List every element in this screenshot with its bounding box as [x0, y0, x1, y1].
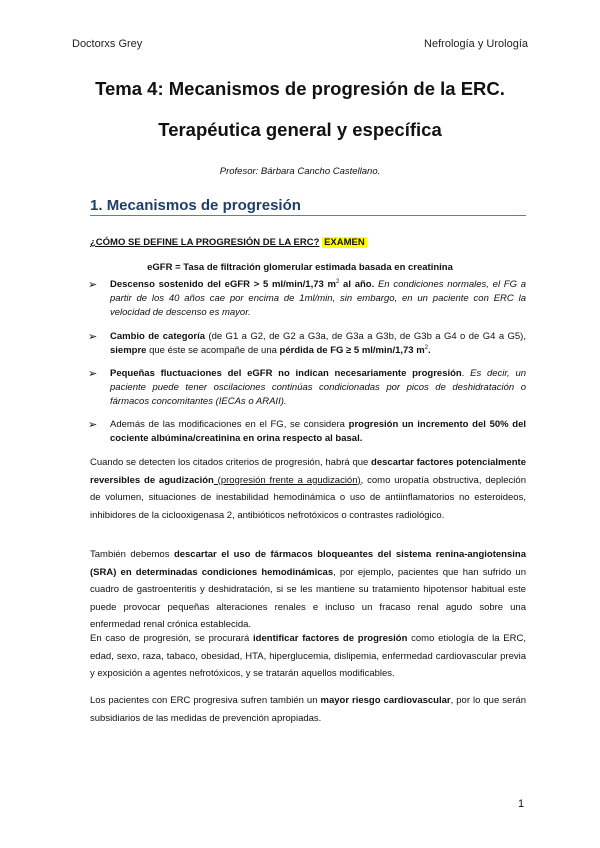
section-heading: [90, 197, 301, 214]
paragraph-reversible-factors: [90, 454, 526, 524]
page-number: 1: [518, 798, 525, 810]
paragraph-sra-drugs: [90, 546, 526, 634]
header-right: Nefrología y Urología: [424, 38, 528, 50]
bullet-bold: progresión un incremento del 50% del cociente albúmina/creatinina en orina respecto al basal.: [110, 419, 526, 444]
section-number: 1.: [90, 197, 103, 214]
paragraph-text: Cuando se detecten los citados criterios de progresión, habrá que: [90, 457, 369, 468]
paragraph-text: como etiología de la ERC, edad, sexo, raza, tabaco, obesidad, HTA, hiperglucemia, dislipemia, enfermedad cardiovascular previa y exposición a agentes nefrotóxicos, y se tratarán aquellos modificables.: [90, 633, 526, 679]
exam-highlight-tag: EXAMEN: [324, 237, 365, 248]
bullet-item: [110, 367, 526, 409]
egfr-definition: eGFR = Tasa de filtración glomerular estimada basada en creatinina: [147, 262, 453, 273]
bullet-bold: pérdida de FG ≥ 5 ml/min/1,73 m: [276, 345, 425, 356]
bullet-bold: Descenso sostenido del eGFR > 5 ml/min/1,73 m: [110, 279, 336, 290]
bullet-sup: 2: [424, 344, 429, 351]
paragraph-progression-factors: [90, 630, 526, 683]
bullet-normal: (de G1 a G2, de G2 a G3a, de G3a a G3b, de G3b a G4 o de G4 a G5),: [205, 331, 526, 342]
header-left: Doctorxs Grey: [72, 38, 143, 50]
bullet-item: [110, 418, 526, 446]
paragraph-bold: identificar factores de progresión: [249, 633, 408, 644]
bullet-normal: Además de las modificaciones en el FG, se considera: [110, 419, 345, 430]
bullet-item: [110, 330, 526, 358]
paragraph-text: Los pacientes con ERC progresiva sufren también un: [90, 695, 318, 706]
bullet-italic: En condiciones normales, el FG a partir de los 40 años cae por encima de 1ml/min, sin embargo, en un paciente con ERC la velocidad de descenso es mayor.: [110, 279, 526, 318]
paragraph-text: , por ejemplo, pacientes que han sufrido un cuadro de gastroenteritis y deshidratación, si se les mantiene su tratamiento hipotensor habitual este puede provocar pequeñas alteraciones renales e incluso un fracaso renal agudo sobre una enfermedad renal crónica establecida.: [90, 566, 526, 630]
section-title: Mecanismos de progresión: [106, 197, 301, 214]
paragraph-bold: descartar factores potencialmente reversibles de agudización: [90, 457, 526, 486]
paragraph-text: También debemos: [90, 549, 170, 560]
bullet-bold: siempre: [110, 345, 147, 356]
bullet-normal: que éste se acompañe de una: [146, 345, 277, 356]
professor-line: Profesor: Bárbara Cancho Castellano.: [219, 166, 381, 177]
bullet-bold: Cambio de categoría: [110, 331, 205, 342]
bullet-end: .: [461, 368, 465, 379]
bullet-arrow-icon: ➢: [88, 279, 98, 291]
paragraph-underlined: (progresión frente a agudización): [213, 474, 361, 486]
bullet-end: .: [428, 345, 431, 356]
paragraph-bold: descartar el uso de fármacos bloqueantes del sistema renina-angiotensina (SRA) en determinadas condiciones hemodinámicas: [90, 549, 526, 578]
paragraph-bold: mayor riesgo cardiovascular: [317, 695, 451, 706]
document-title-line1: Tema 4: Mecanismos de progresión de la ERC.: [95, 78, 505, 99]
bullet-arrow-icon: ➢: [88, 419, 98, 431]
paragraph-text: , como uropatía obstructiva, depleción de volumen, situaciones de inestabilidad hemodinámica o uso de antiinflamatorios no esteroideos, inhibidores de la ciclooxigenasa 2, antibióticos nefrotóxicos o contrastes radiológico.: [90, 474, 526, 521]
bullet-sup: 2: [335, 278, 340, 285]
bullet-item: [110, 278, 526, 320]
bullet-italic: Es decir, un paciente puede tener oscilaciones continúas condicionadas por picos de deshidratación o fármacos concomitantes (IECAs o ARAII).: [110, 368, 527, 407]
paragraph-text: En caso de progresión, se procurará: [90, 633, 250, 644]
document-title-line2: Terapéutica general y específica: [158, 119, 442, 140]
paragraph-text: , por lo que serán subsidiarios de las medidas de prevención apropiadas.: [90, 695, 526, 724]
bullet-arrow-icon: ➢: [88, 368, 98, 380]
bullet-arrow-icon: ➢: [88, 331, 98, 343]
question-text: ¿CÓMO SE DEFINE LA PROGRESIÓN DE LA ERC?: [90, 237, 320, 248]
bullet-bold: Pequeñas fluctuaciones del eGFR no indican necesariamente progresión: [110, 368, 462, 379]
section-rule: [90, 215, 526, 216]
bullet-bold-after: al año.: [339, 279, 375, 290]
paragraph-cardiovascular-risk: [90, 692, 526, 727]
question-heading: [90, 237, 367, 248]
